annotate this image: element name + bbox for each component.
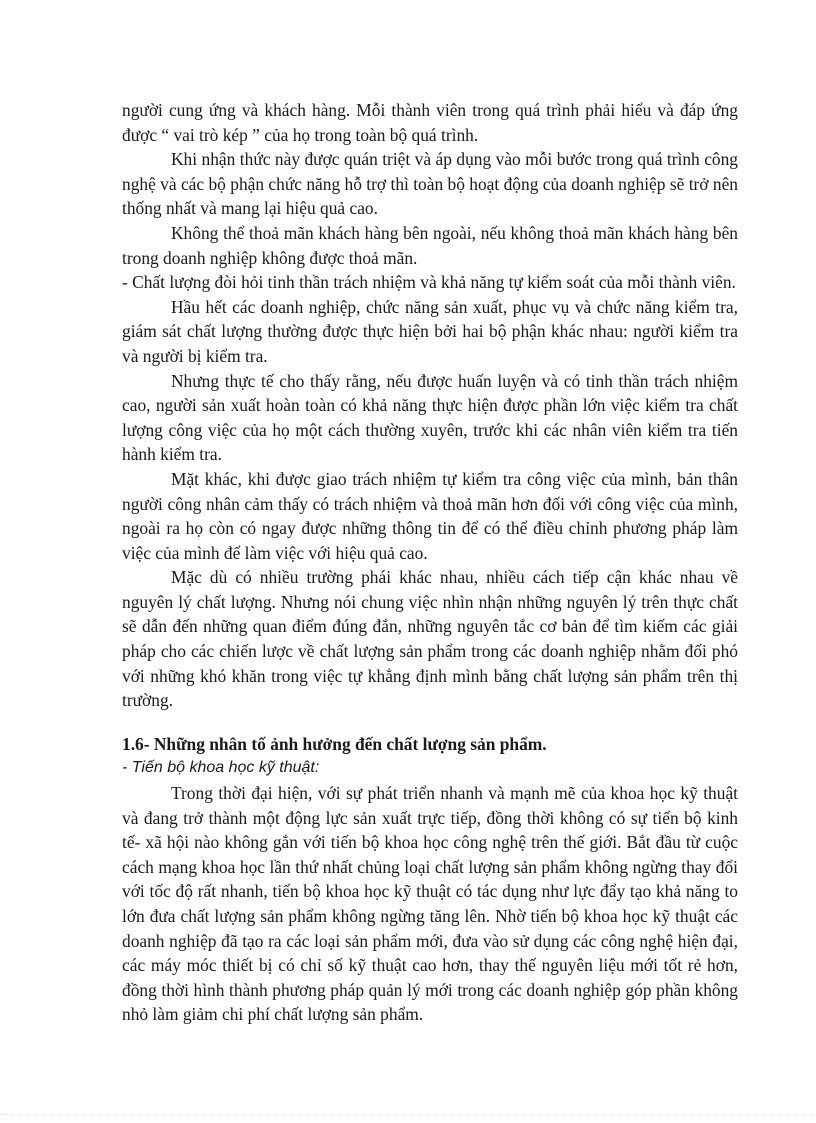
paragraph-continuation: người cung ứng và khách hàng. Mỗi thành viên trong quá trình phải hiểu và đáp ứng được “ vai trò kép ” của họ trong toàn bộ quá trình. [122,100,738,145]
section-body: Trong thời đại hiện, với sự phát triển nhanh và mạnh mẽ của khoa học kỹ thuật và đang trở thành một động lực sản xuất trực tiếp, đồng thời không có sự tiến bộ kinh tế- xã hội nào không gắn với tiến bộ khoa học công nghệ trên thế giới. Bắt đầu từ cuộc cách mạng khoa học lần thứ nhất chủng loại chất lượng sản phẩm không ngừng thay đổi với tốc độ rất nhanh, tiến bộ khoa học kỹ thuật có tác dụng như lực đẩy tạo khả năng to lớn đưa chất lượng sản phẩm không ngừng tăng lên. Nhờ tiến bộ khoa học kỹ thuật các doanh nghiệp đã tạo ra các loại sản phẩm mới, đưa vào sử dụng các công nghệ hiện đại, các máy móc thiết bị có chỉ số kỹ thuật cao hơn, thay thế nguyên liệu mới tốt rẻ hơn, đồng thời hình thành phương pháp quản lý mới trong các doanh nghiệp góp phần không nhỏ làm giảm chi phí chất lượng sản phẩm. [122,783,738,1025]
paragraph-worker-responsibility: Mặt khác, khi được giao trách nhiệm tự kiểm tra công việc của mình, bản thân người công nhân cảm thấy có trách nhiệm và thoả mãn hơn đối với công việc của mình, ngoài ra họ còn có ngay được những thông tin để có thể điều chỉnh phương pháp làm việc của mình để làm việc với hiệu quả cao. [122,468,738,563]
page-bottom-rule [0,1114,816,1115]
paragraph-customer-satisfaction: Không thể thoả mãn khách hàng bên ngoài, nếu không thoả mãn khách hàng bên trong doanh nghiệp không được thoả mãn. [122,222,738,268]
paragraph-quality-principles: Mặc dù có nhiều trường phái khác nhau, nhiều cách tiếp cận khác nhau về nguyên lý chất lượng. Nhưng nói chung việc nhìn nhận những nguyên lý trên thực chất sẽ dẫn đến những quan điểm đúng đắn, những nguyên tắc cơ bản để tìm kiếm các giải pháp cho các chiến lược về chất lượng sản phẩm trong các doanh nghiệp nhằm đối phó với những khó khăn trong việc tự khẳng định mình bằng chất lượng sản phẩm trên thị trường. [122,567,738,711]
paragraph-self-inspection: Nhưng thực tế cho thấy rằng, nếu được huấn luyện và có tinh thần trách nhiệm cao, người sản xuất hoàn toàn có khả năng thực hiện được phần lớn việc kiểm tra chất lượng công việc của họ một cách thường xuyên, trước khi các nhân viên kiểm tra tiến hành kiểm tra. [122,370,738,465]
section-subheading: - Tiến bộ khoa học kỹ thuật: [122,759,320,777]
paragraph-inspection: Hầu hết các doanh nghiệp, chức năng sản xuất, phục vụ và chức năng kiểm tra, giám sát chất lượng thường được thực hiện bởi hai bộ phận khác nhau: người kiểm tra và người bị kiểm tra. [122,296,738,366]
section-heading: 1.6- Những nhân tố ảnh hưởng đến chất lượng sản phẩm. [122,733,547,754]
document-body [122,98,738,1027]
paragraph-awareness: Khi nhận thức này được quán triệt và áp dụng vào mỗi bước trong quá trình công nghệ và các bộ phận chức năng hỗ trợ thì toàn bộ hoạt động của doanh nghiệp sẽ trở nên thống nhất và mang lại hiệu quả cao. [122,149,738,219]
bullet-responsibility: - Chất lượng đòi hỏi tinh thần trách nhiệm và khả năng tự kiểm soát của mỗi thành viên. [122,272,736,293]
